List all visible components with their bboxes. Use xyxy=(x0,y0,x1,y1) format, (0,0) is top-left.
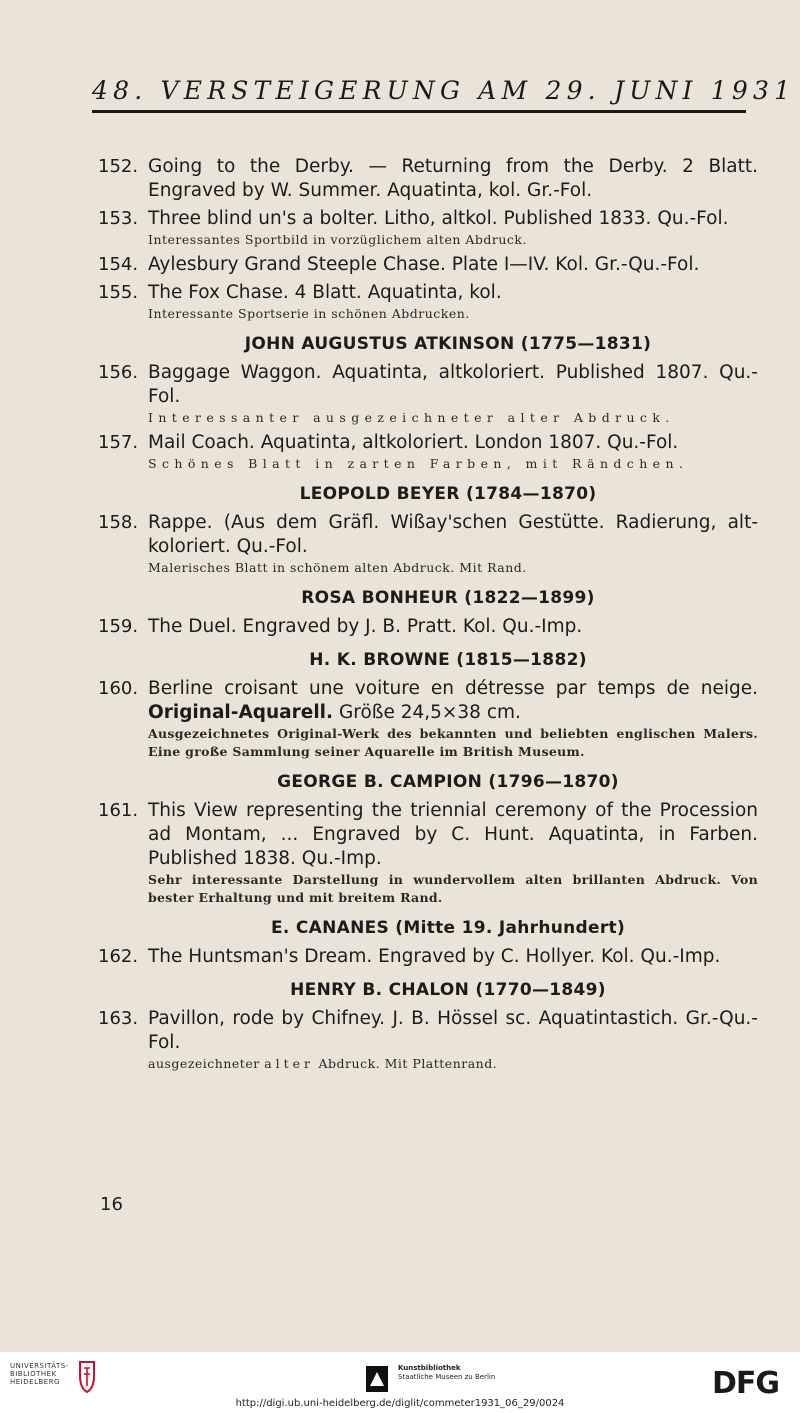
entry-number: 163. xyxy=(98,1008,139,1029)
catalog-entry-154 xyxy=(98,253,758,277)
catalog-entry-155 xyxy=(98,281,758,323)
entry-number: 156. xyxy=(98,362,139,383)
entry-number: 160. xyxy=(98,678,139,699)
entry-text-bold: Original-Aquarell. xyxy=(148,702,334,723)
heidelberg-library-logo xyxy=(10,1362,69,1386)
entry-text xyxy=(148,677,758,725)
entry-number: 159. xyxy=(98,616,139,637)
artist-heading-beyer: LEOPOLD BEYER (1784—1870) xyxy=(299,484,597,504)
page-header: 48. VERSTEIGERUNG AM 29. JUNI 1931 xyxy=(92,76,796,105)
kunstbibliothek-logo-text xyxy=(398,1364,495,1382)
entry-text: This View representing the triennial ceremony of the Procession ad Montam, ... Engraved by C. Hunt. Aquatinta, in Farben. Published 1838. Qu.-Imp. xyxy=(148,800,758,869)
entry-note: Interessante Sportserie in schönen Abdrucken. xyxy=(148,306,470,321)
entry-number: 158. xyxy=(98,512,139,533)
entry-number: 152. xyxy=(98,156,139,177)
entry-text: Baggage Waggon. Aquatinta, altkoloriert. Published 1807. Qu.-Fol. xyxy=(148,362,758,407)
heidelberg-crest-icon xyxy=(76,1360,98,1398)
artist-heading-campion: GEORGE B. CAMPION (1796—1870) xyxy=(277,772,619,792)
entry-note: Interessanter ausgezeichneter alter Abdruck. xyxy=(148,410,675,425)
catalog-entry-152 xyxy=(98,155,758,203)
artist-heading-atkinson: JOHN AUGUSTUS ATKINSON (1775—1831) xyxy=(244,334,652,354)
artist-heading-bonheur: ROSA BONHEUR (1822—1899) xyxy=(301,588,595,608)
entry-number: 153. xyxy=(98,208,139,229)
uni-logo-line3: HEIDELBERG xyxy=(10,1378,60,1386)
entry-text-main: Berline croisant une voiture en détresse par temps de neige. xyxy=(148,678,758,699)
entry-number: 155. xyxy=(98,282,139,303)
artist-heading-browne: H. K. BROWNE (1815—1882) xyxy=(309,650,587,670)
entry-text: The Duel. Engraved by J. B. Pratt. Kol. Qu.-Imp. xyxy=(148,616,583,637)
entry-number: 161. xyxy=(98,800,139,821)
header-rule xyxy=(92,110,746,113)
uni-logo-line1: UNIVERSITÄTS- xyxy=(10,1362,69,1370)
artist-heading-cananes: E. CANANES (Mitte 19. Jahrhundert) xyxy=(270,918,626,938)
entry-text: Rappe. (Aus dem Gräfl. Wißay'schen Gestütte. Radierung, alt-koloriert. Qu.-Fol. xyxy=(148,512,758,557)
catalog-entry-157 xyxy=(98,431,758,473)
entry-note-part-c: Abdruck. Mit Plattenrand. xyxy=(318,1056,498,1071)
page-number: 16 xyxy=(100,1194,123,1215)
entry-text: The Fox Chase. 4 Blatt. Aquatinta, kol. xyxy=(148,282,502,303)
entry-text: Aylesbury Grand Steeple Chase. Plate I—IV. Kol. Gr.-Qu.-Fol. xyxy=(148,254,700,275)
entry-note: Sehr interessante Darstellung in wundervollem alten brillanten Abdruck. Von bester Erhaltung und mit breitem Rand. xyxy=(148,872,758,905)
uni-logo-line2: BIBLIOTHEK xyxy=(10,1370,57,1378)
entry-number: 154. xyxy=(98,254,139,275)
entry-text: The Huntsman's Dream. Engraved by C. Hollyer. Kol. Qu.-Imp. xyxy=(148,946,721,967)
catalog-entry-161 xyxy=(98,799,758,907)
source-url[interactable]: http://digi.ub.uni-heidelberg.de/diglit/commeter1931_06_29/0024 xyxy=(235,1398,565,1409)
catalog-entry-163 xyxy=(98,1007,758,1073)
entry-text: Three blind un's a bolter. Litho, altkol. Published 1833. Qu.-Fol. xyxy=(148,208,729,229)
entry-note xyxy=(148,1055,758,1073)
entry-text-rest: Größe 24,5×38 cm. xyxy=(338,702,521,723)
entry-text: Mail Coach. Aquatinta, altkoloriert. London 1807. Qu.-Fol. xyxy=(148,432,679,453)
entry-note: Schönes Blatt in zarten Farben, mit Rändchen. xyxy=(148,456,689,471)
kunstbibliothek-mark-icon xyxy=(366,1366,388,1396)
catalog-entry-153 xyxy=(98,207,758,249)
dfg-logo: DFG xyxy=(712,1366,780,1401)
entry-text: Going to the Derby. — Returning from the Derby. 2 Blatt. Engraved by W. Summer. Aquatinta, kol. Gr.-Fol. xyxy=(148,156,758,201)
catalog-entry-160 xyxy=(98,677,758,761)
entries-group-a xyxy=(98,155,758,323)
entry-note-part-b: alter xyxy=(264,1056,315,1071)
entry-note: Interessantes Sportbild in vorzüglichem alten Abdruck. xyxy=(148,232,527,247)
entry-note-part-a: ausgezeichneter xyxy=(148,1056,260,1071)
kb-line1: Kunstbibliothek xyxy=(398,1364,461,1372)
catalog-content xyxy=(98,155,758,1077)
catalog-entry-158 xyxy=(98,511,758,577)
catalog-entry-162 xyxy=(98,945,758,969)
entry-number: 162. xyxy=(98,946,139,967)
kb-line2: Staatliche Museen zu Berlin xyxy=(398,1373,496,1381)
entry-number: 157. xyxy=(98,432,139,453)
entry-note: Ausgezeichnetes Original-Werk des bekannten und beliebten englischen Malers. Eine große Sammlung seiner Aquarelle im British Museum. xyxy=(148,726,758,759)
entry-text: Pavillon, rode by Chifney. J. B. Hössel sc. Aquatintastich. Gr.-Qu.-Fol. xyxy=(148,1008,758,1053)
catalog-entry-159 xyxy=(98,615,758,639)
catalog-entry-156 xyxy=(98,361,758,427)
entry-note: Malerisches Blatt in schönem alten Abdruck. Mit Rand. xyxy=(148,560,527,575)
artist-heading-chalon: HENRY B. CHALON (1770—1849) xyxy=(290,980,606,1000)
